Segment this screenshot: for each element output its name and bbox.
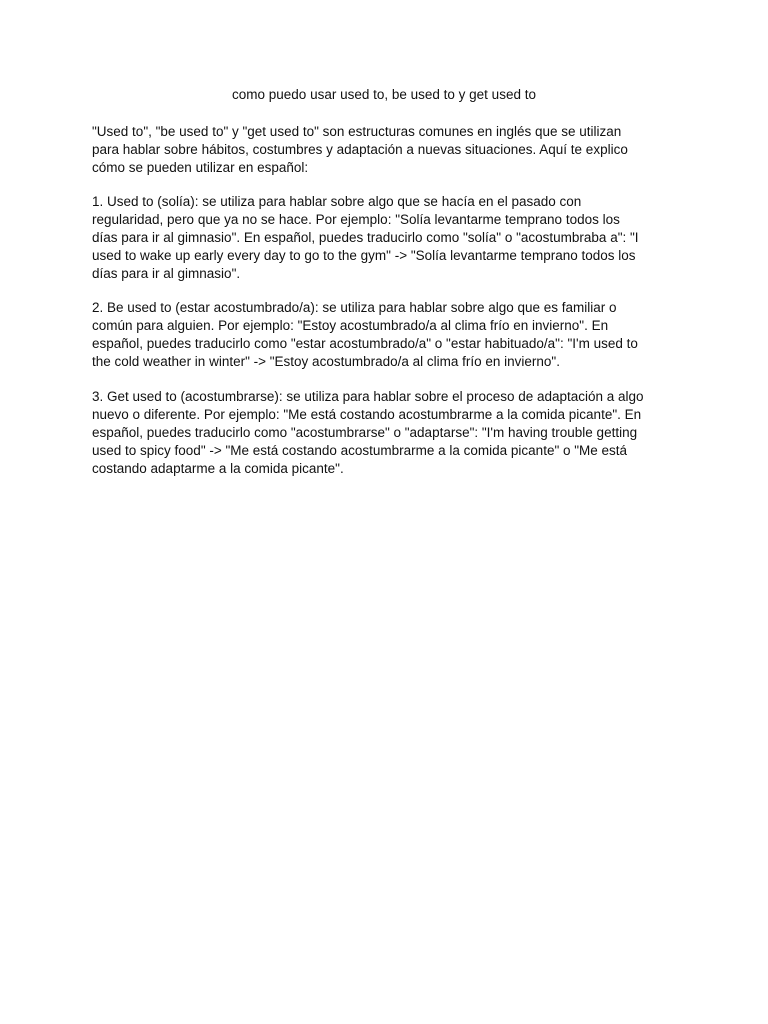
text-line: días para ir al gimnasio". <box>92 266 241 281</box>
text-line: "Used to", "be used to" y "get used to" son estructuras comunes en inglés que se utilizan <box>92 124 622 139</box>
document-title: como puedo usar used to, be used to y get used to <box>232 87 536 102</box>
text-line: regularidad, pero que ya no se hace. Por ejemplo: "Solía levantarme temprano todos los <box>92 212 620 227</box>
paragraph-get-used-to <box>92 388 682 478</box>
text-line: costando adaptarme a la comida picante". <box>92 461 344 476</box>
paragraph-intro <box>92 123 682 177</box>
text-line: 2. Be used to (estar acostumbrado/a): se utiliza para hablar sobre algo que es familiar o <box>92 300 617 315</box>
paragraph-used-to <box>92 193 682 283</box>
text-line: the cold weather in winter" -> "Estoy acostumbrado/a al clima frío en invierno". <box>92 354 560 369</box>
text-line: nuevo o diferente. Por ejemplo: "Me está costando acostumbrarme a la comida picante". En <box>92 407 642 422</box>
text-line: used to spicy food" -> "Me está costando acostumbrarme a la comida picante" o "Me está <box>92 443 628 458</box>
text-line: español, puedes traducirlo como "acostumbrarse" o "adaptarse": "I'm having trouble getting <box>92 425 638 440</box>
text-line: común para alguien. Por ejemplo: "Estoy acostumbrado/a al clima frío en invierno". En <box>92 318 609 333</box>
paragraph-be-used-to <box>92 299 682 371</box>
text-line: cómo se pueden utilizar en español: <box>92 160 309 175</box>
text-line: used to wake up early every day to go to the gym" -> "Solía levantarme temprano todos los <box>92 248 636 263</box>
text-line: días para ir al gimnasio". En español, puedes traducirlo como "solía" o "acostumbraba a": "I <box>92 230 639 245</box>
text-line: 3. Get used to (acostumbrarse): se utiliza para hablar sobre el proceso de adaptación a algo <box>92 389 644 404</box>
text-line: para hablar sobre hábitos, costumbres y adaptación a nuevas situaciones. Aquí te explico <box>92 142 628 157</box>
text-line: 1. Used to (solía): se utiliza para hablar sobre algo que se hacía en el pasado con <box>92 194 582 209</box>
text-line: español, puedes traducirlo como "estar acostumbrado/a" o "estar habituado/a": "I'm used to <box>92 336 638 351</box>
